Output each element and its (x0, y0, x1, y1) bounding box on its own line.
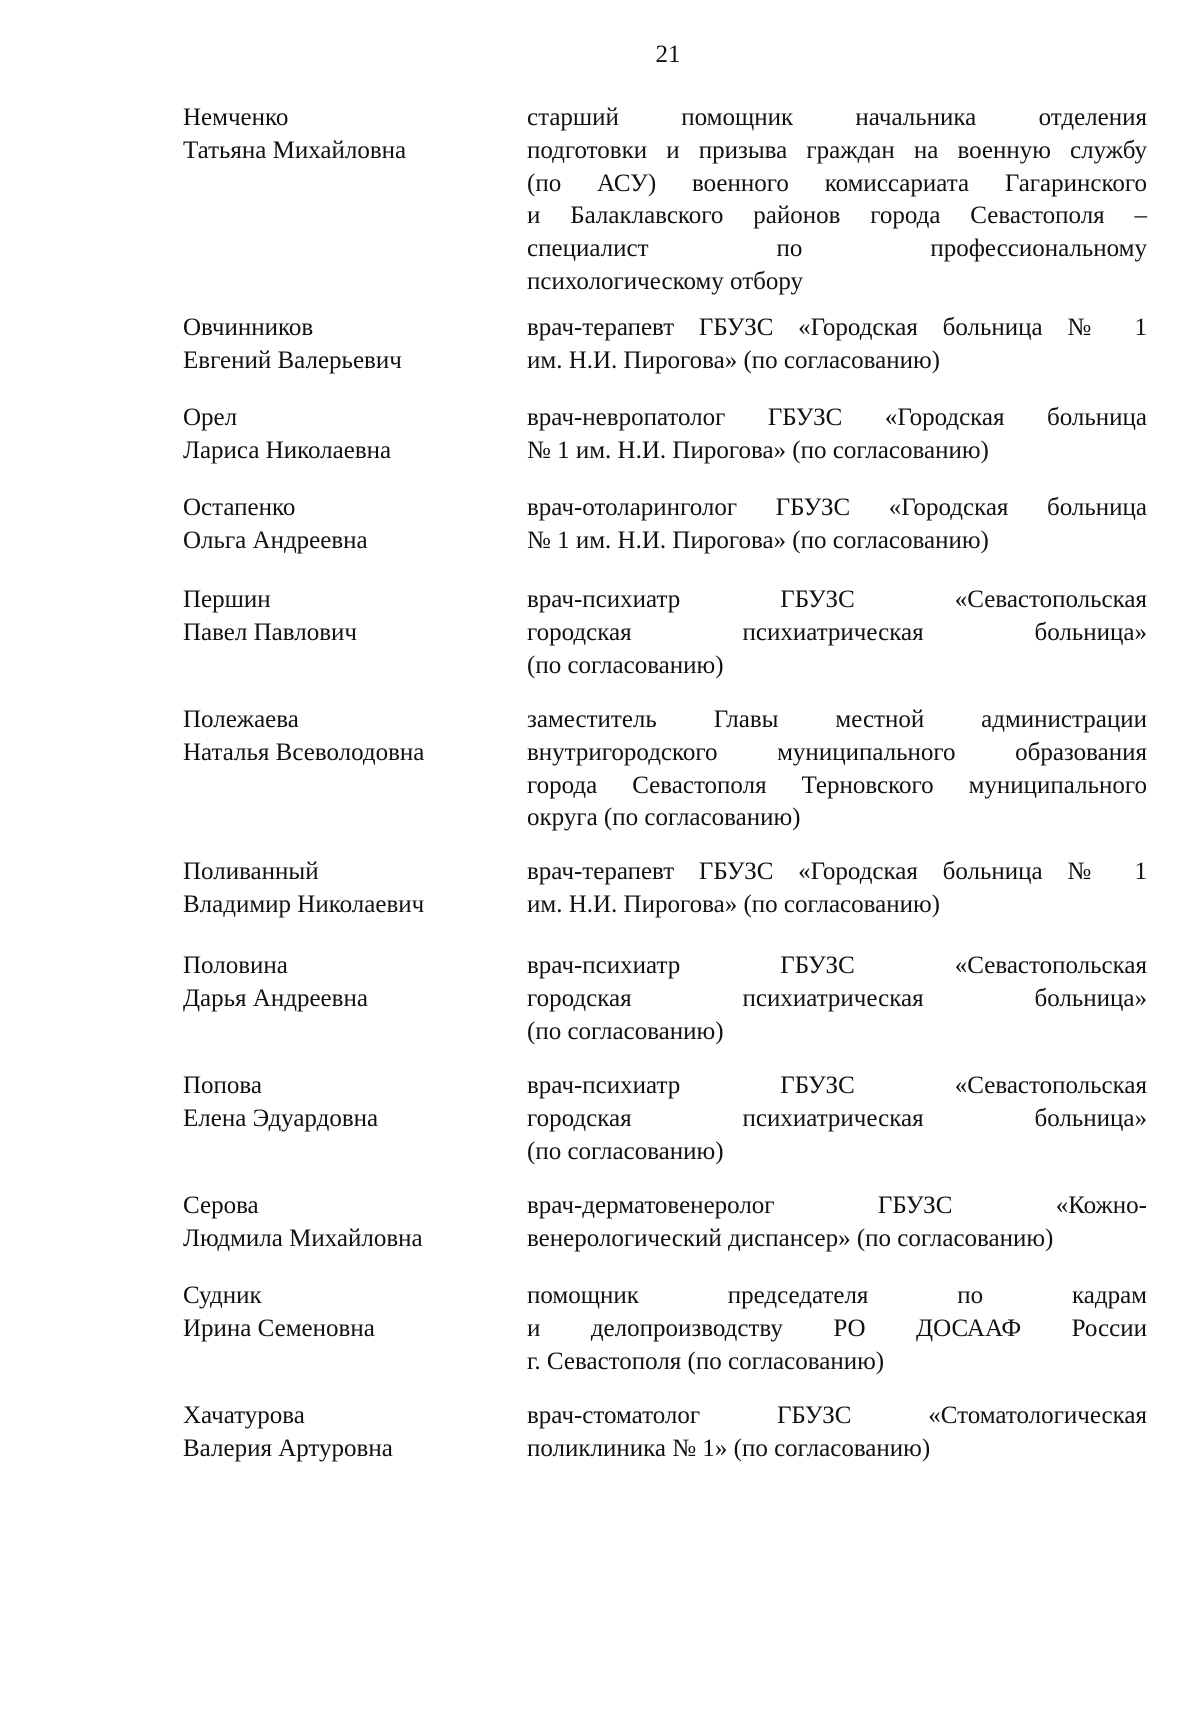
member-name (183, 102, 503, 168)
member-name (183, 1070, 503, 1136)
position-text-line: врач-психиатр ГБУЗС «Севастопольская (527, 1072, 1147, 1099)
position-text-line: врач-терапевт ГБУЗС «Городская больница № 1 (527, 314, 1147, 341)
position-text-line: № 1 им. Н.И. Пирогова» (по согласованию) (527, 436, 989, 464)
member-given-names: Ирина Семеновна (183, 1314, 375, 1342)
member-position (527, 402, 1147, 468)
position-text-line: (по согласованию) (527, 651, 724, 679)
position-text-line: врач-невропатолог ГБУЗС «Городская больница (527, 404, 1147, 431)
position-text-line: городская психиатрическая больница» (527, 984, 1147, 1012)
member-surname: Судник (183, 1282, 262, 1309)
member-surname: Остапенко (183, 494, 296, 521)
position-text-line: врач-стоматолог ГБУЗС «Стоматологическая (527, 1402, 1147, 1429)
member-given-names: Евгений Валерьевич (183, 346, 402, 374)
member-given-names: Владимир Николаевич (183, 890, 425, 918)
position-text-line: врач-психиатр ГБУЗС «Севастопольская (527, 952, 1147, 979)
member-given-names: Валерия Артуровна (183, 1434, 393, 1462)
position-text-line: врач-терапевт ГБУЗС «Городская больница № 1 (527, 858, 1147, 885)
position-text-line: и делопроизводству РО ДОСААФ России (527, 1314, 1147, 1342)
member-position (527, 492, 1147, 558)
position-text-line: врач-дерматовенеролог ГБУЗС «Кожно- (527, 1192, 1147, 1219)
member-surname: Полежаева (183, 706, 299, 733)
member-name (183, 1190, 503, 1256)
member-name (183, 312, 503, 378)
position-text-line: внутригородского муниципального образования (527, 738, 1147, 766)
member-position (527, 950, 1147, 1048)
member-surname: Попова (183, 1072, 263, 1099)
position-text-line: врач-психиатр ГБУЗС «Севастопольская (527, 586, 1147, 613)
member-surname: Овчинников (183, 314, 314, 341)
member-position (527, 584, 1147, 682)
member-surname: Немченко (183, 104, 289, 131)
member-position (527, 1280, 1147, 1378)
member-position (527, 856, 1147, 922)
position-text-line: подготовки и призыва граждан на военную службу (527, 136, 1147, 164)
member-surname: Хачатурова (183, 1402, 305, 1429)
member-surname: Поливанный (183, 858, 319, 885)
position-text-line: № 1 им. Н.И. Пирогова» (по согласованию) (527, 526, 989, 554)
position-text-line: округа (по согласованию) (527, 804, 801, 832)
member-given-names: Павел Павлович (183, 618, 357, 646)
member-name (183, 402, 503, 468)
member-given-names: Дарья Андреевна (183, 984, 368, 1012)
member-name (183, 856, 503, 922)
member-position (527, 704, 1147, 835)
member-surname: Орел (183, 404, 238, 431)
position-text-line: заместитель Главы местной администрации (527, 706, 1147, 733)
position-text-line: города Севастополя Терновского муниципального (527, 771, 1147, 799)
member-surname: Половина (183, 952, 288, 979)
position-text-line: поликлиника № 1» (по согласованию) (527, 1434, 931, 1462)
member-surname: Першин (183, 586, 271, 613)
position-text-line: врач-отоларинголог ГБУЗС «Городская больница (527, 494, 1147, 521)
position-text-line: (по согласованию) (527, 1137, 724, 1165)
page-number: 21 (655, 41, 681, 68)
member-position (527, 1190, 1147, 1256)
member-name (183, 950, 503, 1016)
member-given-names: Наталья Всеволодовна (183, 738, 425, 766)
member-name (183, 584, 503, 650)
position-text-line: городская психиатрическая больница» (527, 618, 1147, 646)
position-text-line: специалист по профессиональному (527, 235, 1147, 263)
position-text-line: (по АСУ) военного комиссариата Гагаринского (527, 169, 1147, 197)
position-text-line: им. Н.И. Пирогова» (по согласованию) (527, 890, 940, 918)
position-text-line: и Балаклавского районов города Севастополя – (527, 202, 1147, 230)
member-position (527, 312, 1147, 378)
member-given-names: Людмила Михайловна (183, 1224, 423, 1252)
member-position (527, 102, 1147, 299)
member-given-names: Елена Эдуардовна (183, 1104, 379, 1132)
member-given-names: Лариса Николаевна (183, 436, 392, 464)
position-text-line: венерологический диспансер» (по согласованию) (527, 1224, 1054, 1252)
member-position (527, 1070, 1147, 1168)
position-text-line: старший помощник начальника отделения (527, 104, 1147, 131)
position-text-line: городская психиатрическая больница» (527, 1104, 1147, 1132)
member-position (527, 1400, 1147, 1466)
position-text-line: им. Н.И. Пирогова» (по согласованию) (527, 346, 940, 374)
position-text-line: (по согласованию) (527, 1017, 724, 1045)
member-given-names: Татьяна Михайловна (183, 136, 407, 164)
position-text-line: помощник председателя по кадрам (527, 1282, 1147, 1309)
member-given-names: Ольга Андреевна (183, 526, 368, 554)
member-name (183, 1280, 503, 1346)
position-text-line: психологическому отбору (527, 267, 804, 295)
member-name (183, 492, 503, 558)
position-text-line: г. Севастополя (по согласованию) (527, 1347, 885, 1375)
member-name (183, 704, 503, 770)
member-surname: Серова (183, 1192, 259, 1219)
member-name (183, 1400, 503, 1466)
